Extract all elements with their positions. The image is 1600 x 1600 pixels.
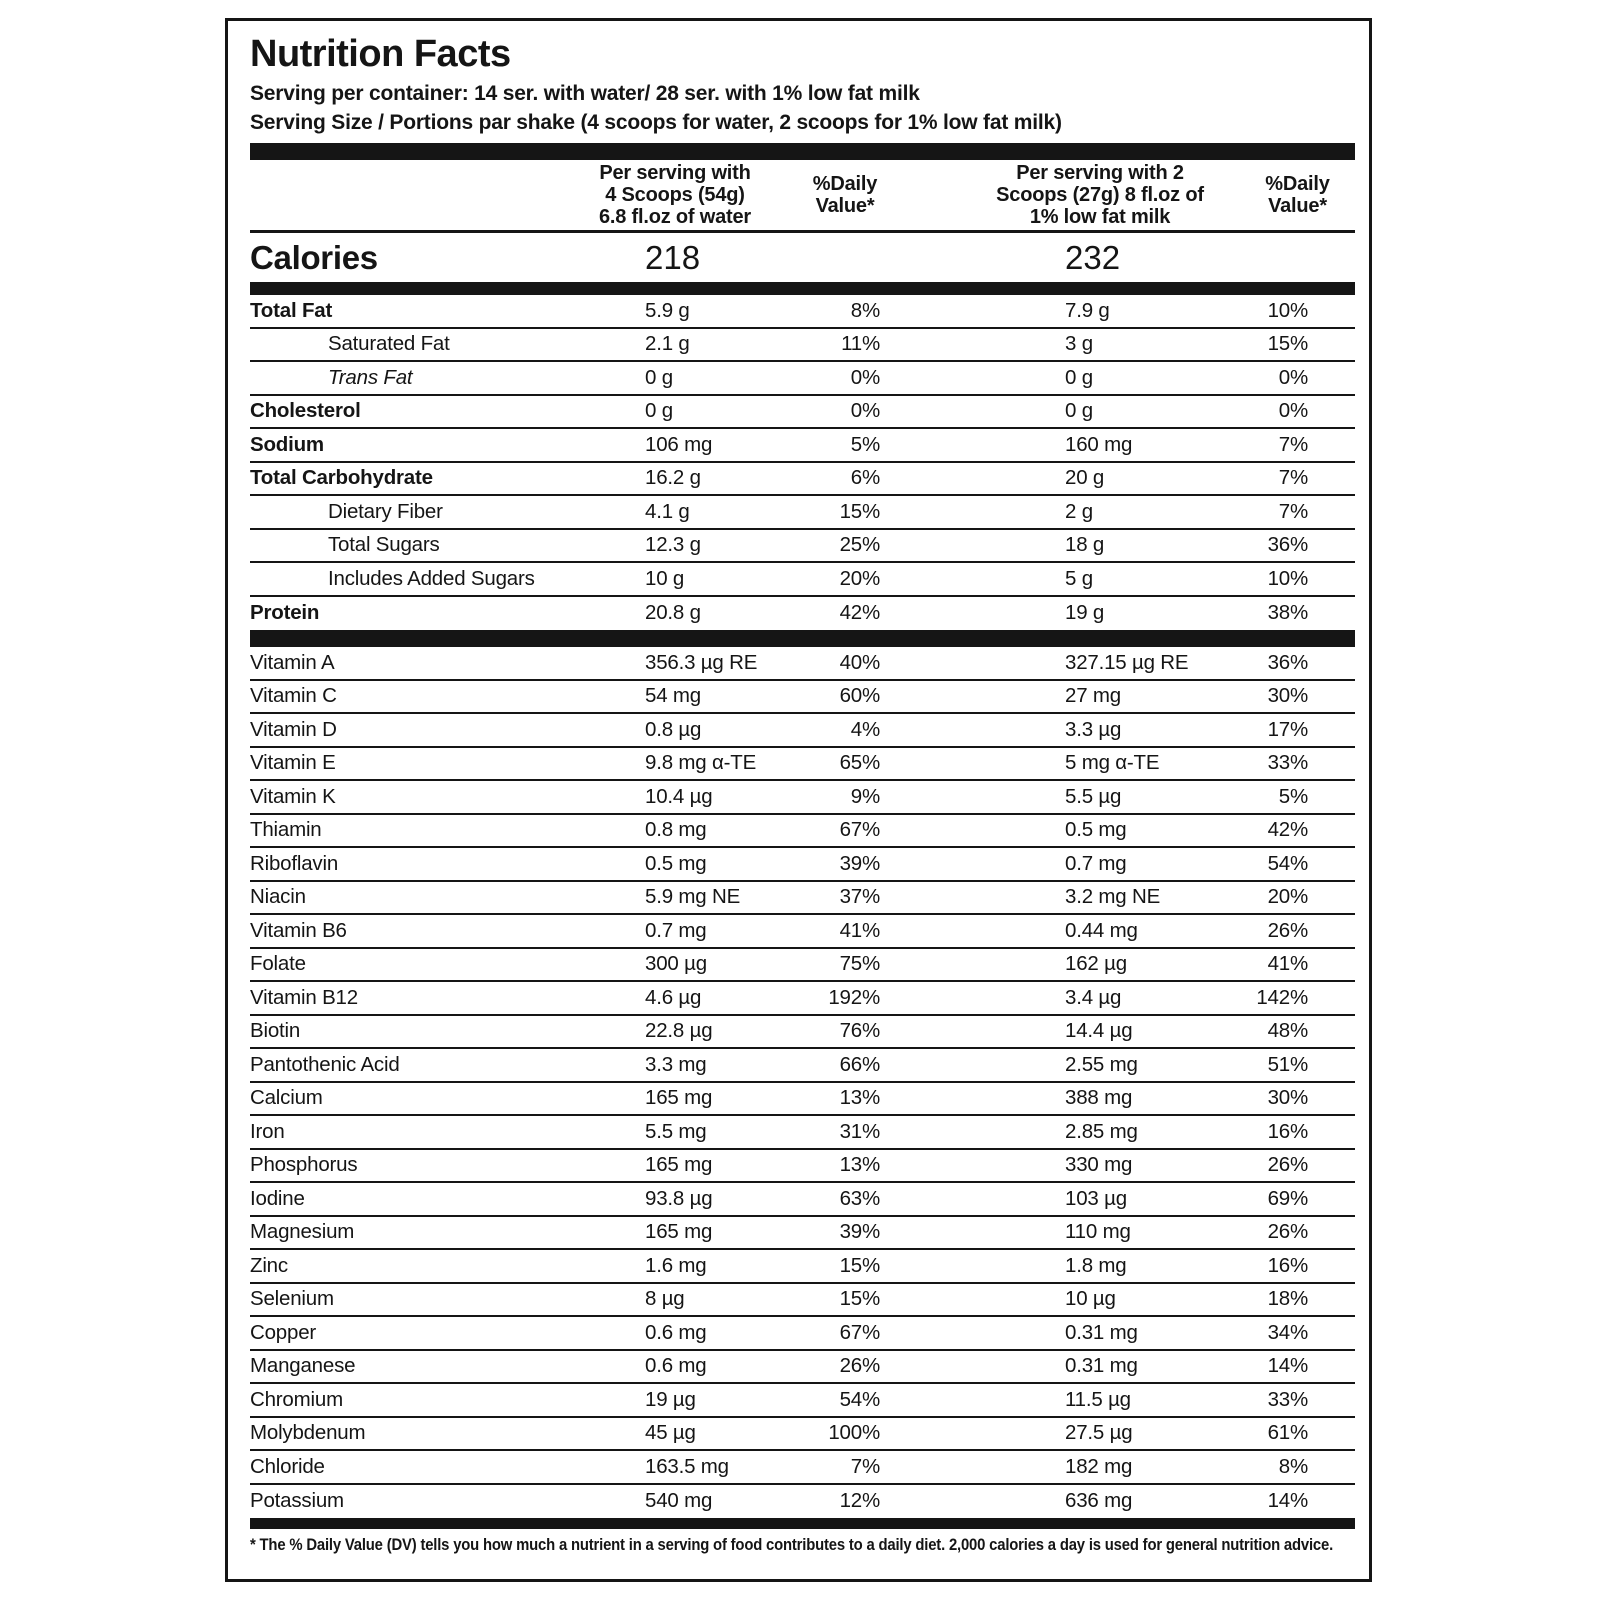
nutrient-label: Saturated Fat <box>328 332 450 356</box>
dv-milk: 5% <box>1278 784 1308 808</box>
amount-water: 0 g <box>645 365 673 389</box>
dv-water: 39% <box>839 851 880 875</box>
dv-water: 100% <box>828 1421 880 1445</box>
amount-water: 0.8 mg <box>645 818 707 842</box>
column-header-milk: Per serving with 2 Scoops (27g) 8 fl.oz of 1% low fat milk <box>996 162 1204 228</box>
nutrient-label: Cholesterol <box>250 399 361 423</box>
dv-milk: 18% <box>1267 1287 1308 1311</box>
dv-milk: 36% <box>1267 533 1308 557</box>
dv-water: 20% <box>839 566 880 590</box>
amount-milk: 636 mg <box>1065 1489 1133 1513</box>
nutrient-label: Total Sugars <box>328 533 440 557</box>
amount-milk: 0 g <box>1065 399 1093 423</box>
nutrient-row <box>250 295 1355 329</box>
dv-water: 15% <box>839 1287 880 1311</box>
nutrient-row <box>250 748 1355 782</box>
nutrient-row <box>250 429 1355 463</box>
amount-water: 165 mg <box>645 1220 713 1244</box>
nutrient-label: Vitamin B6 <box>250 918 347 942</box>
amount-water: 9.8 mg α-TE <box>645 751 757 775</box>
amount-water: 165 mg <box>645 1086 713 1110</box>
nutrient-label: Selenium <box>250 1287 334 1311</box>
dv-water: 31% <box>839 1119 880 1143</box>
dv-milk: 30% <box>1267 684 1308 708</box>
dv-water: 42% <box>839 601 880 625</box>
amount-water: 540 mg <box>645 1489 713 1513</box>
amount-milk: 0.5 mg <box>1065 818 1127 842</box>
nutrient-label: Riboflavin <box>250 851 339 875</box>
dv-milk: 16% <box>1267 1119 1308 1143</box>
column-header-row <box>250 160 1355 233</box>
calories-label: Calories <box>250 238 378 276</box>
dv-water: 26% <box>839 1354 880 1378</box>
amount-milk: 327.15 µg RE <box>1065 650 1189 674</box>
nutrient-row <box>250 1485 1355 1519</box>
amount-water: 10 g <box>645 566 685 590</box>
dv-milk: 41% <box>1267 952 1308 976</box>
amount-water: 106 mg <box>645 432 713 456</box>
nutrient-row <box>250 647 1355 681</box>
dv-water: 192% <box>828 985 880 1009</box>
nutrient-row <box>250 1451 1355 1485</box>
dv-water: 13% <box>839 1086 880 1110</box>
amount-water: 163.5 mg <box>645 1454 729 1478</box>
amount-milk: 5 g <box>1065 566 1093 590</box>
separator-bar <box>250 143 1355 160</box>
amount-milk: 3 g <box>1065 332 1093 356</box>
amount-milk: 2 g <box>1065 499 1093 523</box>
nutrient-label: Molybdenum <box>250 1421 366 1445</box>
nutrient-row <box>250 362 1355 396</box>
dv-milk: 33% <box>1267 751 1308 775</box>
nutrient-row <box>250 1049 1355 1083</box>
amount-water: 4.6 µg <box>645 985 702 1009</box>
separator-bar <box>250 1518 1355 1529</box>
dv-milk: 15% <box>1267 332 1308 356</box>
dv-water: 5% <box>850 432 880 456</box>
amount-water: 20.8 g <box>645 601 701 625</box>
nutrition-facts-label <box>225 18 1372 1582</box>
nutrient-label: Pantothenic Acid <box>250 1052 400 1076</box>
nutrient-label: Zinc <box>250 1253 288 1277</box>
dv-milk: 16% <box>1267 1253 1308 1277</box>
dv-milk: 26% <box>1267 918 1308 942</box>
nutrient-label: Dietary Fiber <box>328 499 443 523</box>
nutrient-label: Vitamin D <box>250 717 337 741</box>
nutrient-label: Sodium <box>250 432 324 456</box>
nutrient-label: Total Fat <box>250 298 333 322</box>
nutrient-row <box>250 1351 1355 1385</box>
nutrient-row <box>250 882 1355 916</box>
separator-bar <box>250 282 1355 295</box>
amount-milk: 5 mg α-TE <box>1065 751 1160 775</box>
nutrient-row <box>250 463 1355 497</box>
nutrient-row <box>250 1250 1355 1284</box>
amount-milk: 3.2 mg NE <box>1065 885 1161 909</box>
nutrient-label: Magnesium <box>250 1220 355 1244</box>
amount-milk: 0.31 mg <box>1065 1320 1138 1344</box>
dv-water: 67% <box>839 818 880 842</box>
amount-water: 4.1 g <box>645 499 690 523</box>
amount-water: 0.8 µg <box>645 717 702 741</box>
dv-water: 65% <box>839 751 880 775</box>
nutrient-label: Manganese <box>250 1354 356 1378</box>
column-header-water: Per serving with 4 Scoops (54g) 6.8 fl.oz of water <box>599 162 751 228</box>
dv-water: 37% <box>839 885 880 909</box>
dv-milk: 14% <box>1267 1354 1308 1378</box>
dv-water: 41% <box>839 918 880 942</box>
dv-water: 15% <box>839 499 880 523</box>
nutrient-row <box>250 1183 1355 1217</box>
nutrient-label: Chloride <box>250 1454 325 1478</box>
amount-milk: 110 mg <box>1065 1220 1131 1244</box>
dv-milk: 38% <box>1267 601 1308 625</box>
serving-size-text: Serving Size / Portions par shake (4 scoops for water, 2 scoops for 1% low fat milk) <box>250 111 1062 134</box>
column-header-daily-value-milk: %Daily Value* <box>1265 173 1330 217</box>
amount-water: 3.3 mg <box>645 1052 707 1076</box>
nutrient-row <box>250 781 1355 815</box>
amount-water: 8 µg <box>645 1287 685 1311</box>
amount-milk: 0.31 mg <box>1065 1354 1138 1378</box>
amount-milk: 27 mg <box>1065 684 1121 708</box>
nutrient-label: Calcium <box>250 1086 323 1110</box>
nutrient-row <box>250 1418 1355 1452</box>
dv-milk: 69% <box>1267 1186 1308 1210</box>
nutrient-label: Copper <box>250 1320 317 1344</box>
daily-value-footnote: * The % Daily Value (DV) tells you how much a nutrient in a serving of food contributes to a daily diet. 2,000 calories a day is used for general nutrition advice. <box>250 1536 1334 1554</box>
dv-milk: 34% <box>1267 1320 1308 1344</box>
amount-milk: 160 mg <box>1065 432 1133 456</box>
amount-milk: 19 g <box>1065 601 1105 625</box>
amount-milk: 182 mg <box>1065 1454 1133 1478</box>
dv-water: 60% <box>839 684 880 708</box>
nutrient-label: Niacin <box>250 885 306 909</box>
dv-milk: 10% <box>1267 298 1308 322</box>
nutrient-label: Potassium <box>250 1489 344 1513</box>
nutrient-label: Protein <box>250 601 320 625</box>
amount-water: 0.7 mg <box>645 918 707 942</box>
nutrient-row <box>250 396 1355 430</box>
serving-per-container-text: Serving per container: 14 ser. with water/ 28 ser. with 1% low fat milk <box>250 82 920 105</box>
dv-milk: 0% <box>1278 399 1308 423</box>
nutrient-row <box>250 597 1355 631</box>
amount-water: 16.2 g <box>645 466 701 490</box>
dv-milk: 26% <box>1267 1153 1308 1177</box>
dv-water: 9% <box>850 784 880 808</box>
dv-milk: 0% <box>1278 365 1308 389</box>
nutrient-row <box>250 982 1355 1016</box>
amount-milk: 27.5 µg <box>1065 1421 1133 1445</box>
nutrient-row <box>250 563 1355 597</box>
dv-milk: 20% <box>1267 885 1308 909</box>
amount-milk: 1.8 mg <box>1065 1253 1127 1277</box>
dv-milk: 7% <box>1278 432 1308 456</box>
dv-milk: 36% <box>1267 650 1308 674</box>
amount-milk: 0.7 mg <box>1065 851 1127 875</box>
dv-milk: 142% <box>1256 985 1308 1009</box>
dv-water: 0% <box>850 399 880 423</box>
nutrient-row <box>250 915 1355 949</box>
amount-milk: 14.4 µg <box>1065 1019 1133 1043</box>
dv-milk: 30% <box>1267 1086 1308 1110</box>
amount-milk: 162 µg <box>1065 952 1127 976</box>
amount-milk: 0 g <box>1065 365 1093 389</box>
dv-water: 15% <box>839 1253 880 1277</box>
amount-milk: 2.55 mg <box>1065 1052 1138 1076</box>
amount-water: 12.3 g <box>645 533 701 557</box>
nutrient-label: Vitamin C <box>250 684 337 708</box>
dv-water: 39% <box>839 1220 880 1244</box>
amount-milk: 7.9 g <box>1065 298 1110 322</box>
amount-water: 93.8 µg <box>645 1186 713 1210</box>
nutrient-row <box>250 329 1355 363</box>
dv-water: 76% <box>839 1019 880 1043</box>
dv-water: 13% <box>839 1153 880 1177</box>
nutrient-label: Vitamin A <box>250 650 335 674</box>
amount-milk: 0.44 mg <box>1065 918 1138 942</box>
dv-milk: 54% <box>1267 851 1308 875</box>
nutrient-label: Vitamin K <box>250 784 336 808</box>
nutrient-row <box>250 949 1355 983</box>
nutrient-label: Trans Fat <box>328 365 413 389</box>
dv-water: 4% <box>850 717 880 741</box>
amount-water: 5.9 mg NE <box>645 885 741 909</box>
dv-milk: 61% <box>1267 1421 1308 1445</box>
amount-milk: 10 µg <box>1065 1287 1116 1311</box>
nutrient-label: Biotin <box>250 1019 301 1043</box>
dv-water: 12% <box>839 1489 880 1513</box>
nutrient-row <box>250 1116 1355 1150</box>
dv-water: 63% <box>839 1186 880 1210</box>
amount-water: 0.5 mg <box>645 851 707 875</box>
amount-water: 22.8 µg <box>645 1019 713 1043</box>
amount-water: 54 mg <box>645 684 701 708</box>
nutrient-label: Iron <box>250 1119 285 1143</box>
nutrient-label: Includes Added Sugars <box>328 566 535 590</box>
calories-value-milk: 232 <box>1065 238 1121 276</box>
dv-water: 54% <box>839 1387 880 1411</box>
nutrient-row <box>250 681 1355 715</box>
dv-milk: 14% <box>1267 1489 1308 1513</box>
nutrient-row <box>250 714 1355 748</box>
amount-water: 19 µg <box>645 1387 696 1411</box>
nutrient-row <box>250 496 1355 530</box>
dv-milk: 48% <box>1267 1019 1308 1043</box>
micronutrient-table <box>250 647 1355 1518</box>
amount-milk: 3.3 µg <box>1065 717 1122 741</box>
dv-milk: 51% <box>1267 1052 1308 1076</box>
nutrient-label: Folate <box>250 952 306 976</box>
nutrient-label: Thiamin <box>250 818 322 842</box>
macronutrient-table <box>250 295 1355 630</box>
nutrient-label: Total Carbohydrate <box>250 466 433 490</box>
amount-milk: 103 µg <box>1065 1186 1127 1210</box>
dv-water: 66% <box>839 1052 880 1076</box>
page-title: Nutrition Facts <box>250 33 511 75</box>
amount-milk: 330 mg <box>1065 1153 1133 1177</box>
amount-water: 45 µg <box>645 1421 696 1445</box>
nutrient-row <box>250 1284 1355 1318</box>
nutrient-row <box>250 815 1355 849</box>
amount-water: 0 g <box>645 399 673 423</box>
dv-water: 75% <box>839 952 880 976</box>
amount-milk: 388 mg <box>1065 1086 1133 1110</box>
amount-water: 2.1 g <box>645 332 690 356</box>
amount-water: 0.6 mg <box>645 1320 707 1344</box>
dv-water: 7% <box>850 1454 880 1478</box>
nutrient-row <box>250 848 1355 882</box>
dv-milk: 26% <box>1267 1220 1308 1244</box>
dv-milk: 10% <box>1267 566 1308 590</box>
column-header-daily-value-water: %Daily Value* <box>812 173 878 217</box>
nutrient-label: Iodine <box>250 1186 305 1210</box>
dv-milk: 17% <box>1267 717 1308 741</box>
amount-milk: 2.85 mg <box>1065 1119 1138 1143</box>
nutrient-row <box>250 1317 1355 1351</box>
calories-value-water: 218 <box>645 238 701 276</box>
nutrient-label: Chromium <box>250 1387 343 1411</box>
dv-milk: 7% <box>1278 466 1308 490</box>
dv-water: 6% <box>850 466 880 490</box>
amount-water: 10.4 µg <box>645 784 713 808</box>
dv-milk: 8% <box>1278 1454 1308 1478</box>
amount-water: 300 µg <box>645 952 707 976</box>
nutrient-label: Phosphorus <box>250 1153 358 1177</box>
nutrient-row <box>250 530 1355 564</box>
dv-water: 8% <box>850 298 880 322</box>
amount-water: 5.5 mg <box>645 1119 707 1143</box>
nutrient-row <box>250 1150 1355 1184</box>
dv-milk: 7% <box>1278 499 1308 523</box>
amount-water: 5.9 g <box>645 298 690 322</box>
dv-water: 25% <box>839 533 880 557</box>
amount-milk: 11.5 µg <box>1065 1387 1131 1411</box>
amount-water: 1.6 mg <box>645 1253 707 1277</box>
separator-bar <box>250 630 1355 647</box>
dv-water: 67% <box>839 1320 880 1344</box>
dv-water: 40% <box>839 650 880 674</box>
amount-milk: 18 g <box>1065 533 1105 557</box>
amount-milk: 5.5 µg <box>1065 784 1122 808</box>
amount-water: 356.3 µg RE <box>645 650 758 674</box>
calories-row <box>250 233 1355 282</box>
nutrient-row <box>250 1217 1355 1251</box>
dv-water: 0% <box>850 365 880 389</box>
nutrient-row <box>250 1016 1355 1050</box>
amount-milk: 20 g <box>1065 466 1105 490</box>
nutrient-label: Vitamin B12 <box>250 985 358 1009</box>
nutrient-row <box>250 1384 1355 1418</box>
dv-water: 11% <box>841 332 880 356</box>
nutrient-row <box>250 1083 1355 1117</box>
amount-milk: 3.4 µg <box>1065 985 1122 1009</box>
amount-water: 165 mg <box>645 1153 713 1177</box>
dv-milk: 33% <box>1267 1387 1308 1411</box>
amount-water: 0.6 mg <box>645 1354 707 1378</box>
dv-milk: 42% <box>1267 818 1308 842</box>
nutrient-label: Vitamin E <box>250 751 336 775</box>
